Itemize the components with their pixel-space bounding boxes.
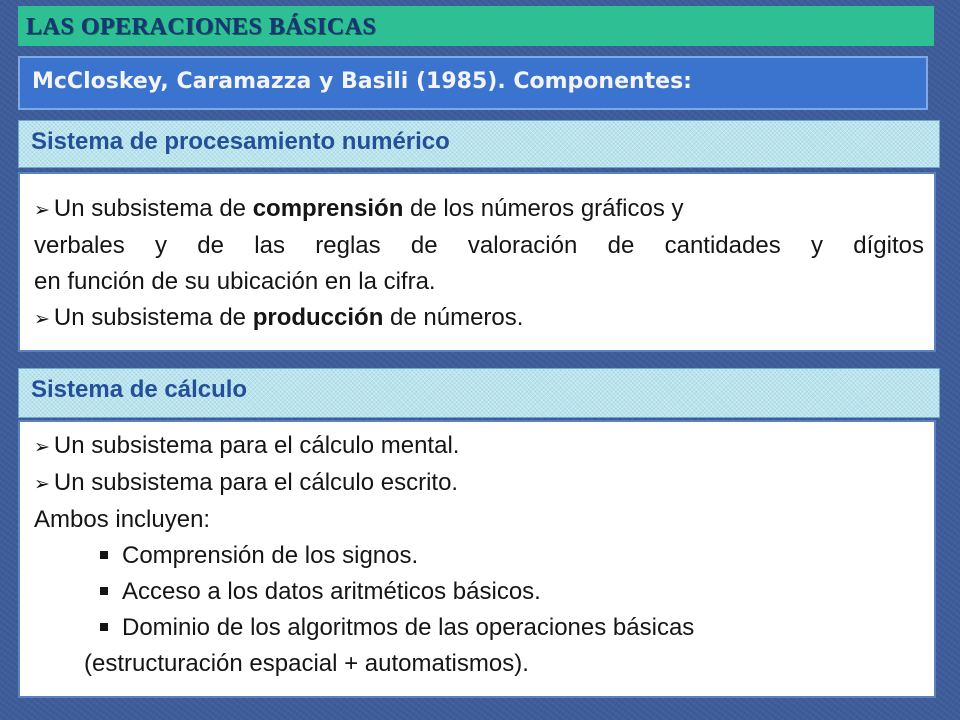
sub-list-item: Dominio de los algoritmos de las operaciones básicas bbox=[34, 610, 924, 646]
section-body-procesamiento bbox=[18, 172, 936, 352]
list-item: ➢ Un subsistema para el cálculo escrito. bbox=[34, 469, 459, 496]
emphasis-comprension: comprensión bbox=[252, 195, 404, 222]
list-item-produccion: ➢ Un subsistema de producción de números. bbox=[34, 304, 524, 331]
authors-heading: McCloskey, Caramazza y Basili (1985). Componentes: bbox=[32, 69, 692, 94]
sub-list-item: Acceso a los datos aritméticos básicos. bbox=[34, 574, 924, 610]
section-header-calculo bbox=[18, 368, 940, 418]
list-item: ➢ Un subsistema para el cálculo mental. bbox=[34, 432, 460, 459]
section-header-procesamiento bbox=[18, 120, 940, 168]
slide-title: LAS OPERACIONES BÁSICAS bbox=[26, 14, 377, 40]
sub-list-item: Comprensión de los signos. bbox=[34, 538, 924, 574]
arrow-bullet-icon: ➢ bbox=[34, 436, 50, 458]
section-title-calculo: Sistema de cálculo bbox=[31, 376, 248, 403]
emphasis-produccion: producción bbox=[252, 304, 384, 331]
authors-banner bbox=[18, 56, 928, 110]
square-bullet-icon bbox=[100, 623, 108, 631]
arrow-bullet-icon: ➢ bbox=[34, 473, 50, 495]
list-item-comprension: ➢ Un subsistema de comprensión de los números gráficos y bbox=[34, 195, 684, 222]
square-bullet-icon bbox=[100, 587, 108, 595]
list-intro: Ambos incluyen: bbox=[34, 506, 211, 533]
section-body-calculo bbox=[18, 420, 936, 698]
sub-list-continuation: (estructuración espacial + automatismos). bbox=[84, 650, 529, 677]
square-bullet-icon bbox=[100, 551, 108, 559]
arrow-bullet-icon: ➢ bbox=[34, 199, 50, 221]
list-item-continuation: verbales y de las reglas de valoración de cantidades y dígitos bbox=[34, 232, 924, 259]
section-title-procesamiento: Sistema de procesamiento numérico bbox=[31, 128, 450, 155]
title-bar bbox=[18, 6, 934, 46]
list-item-continuation: en función de su ubicación en la cifra. bbox=[34, 268, 436, 295]
arrow-bullet-icon: ➢ bbox=[34, 308, 50, 330]
